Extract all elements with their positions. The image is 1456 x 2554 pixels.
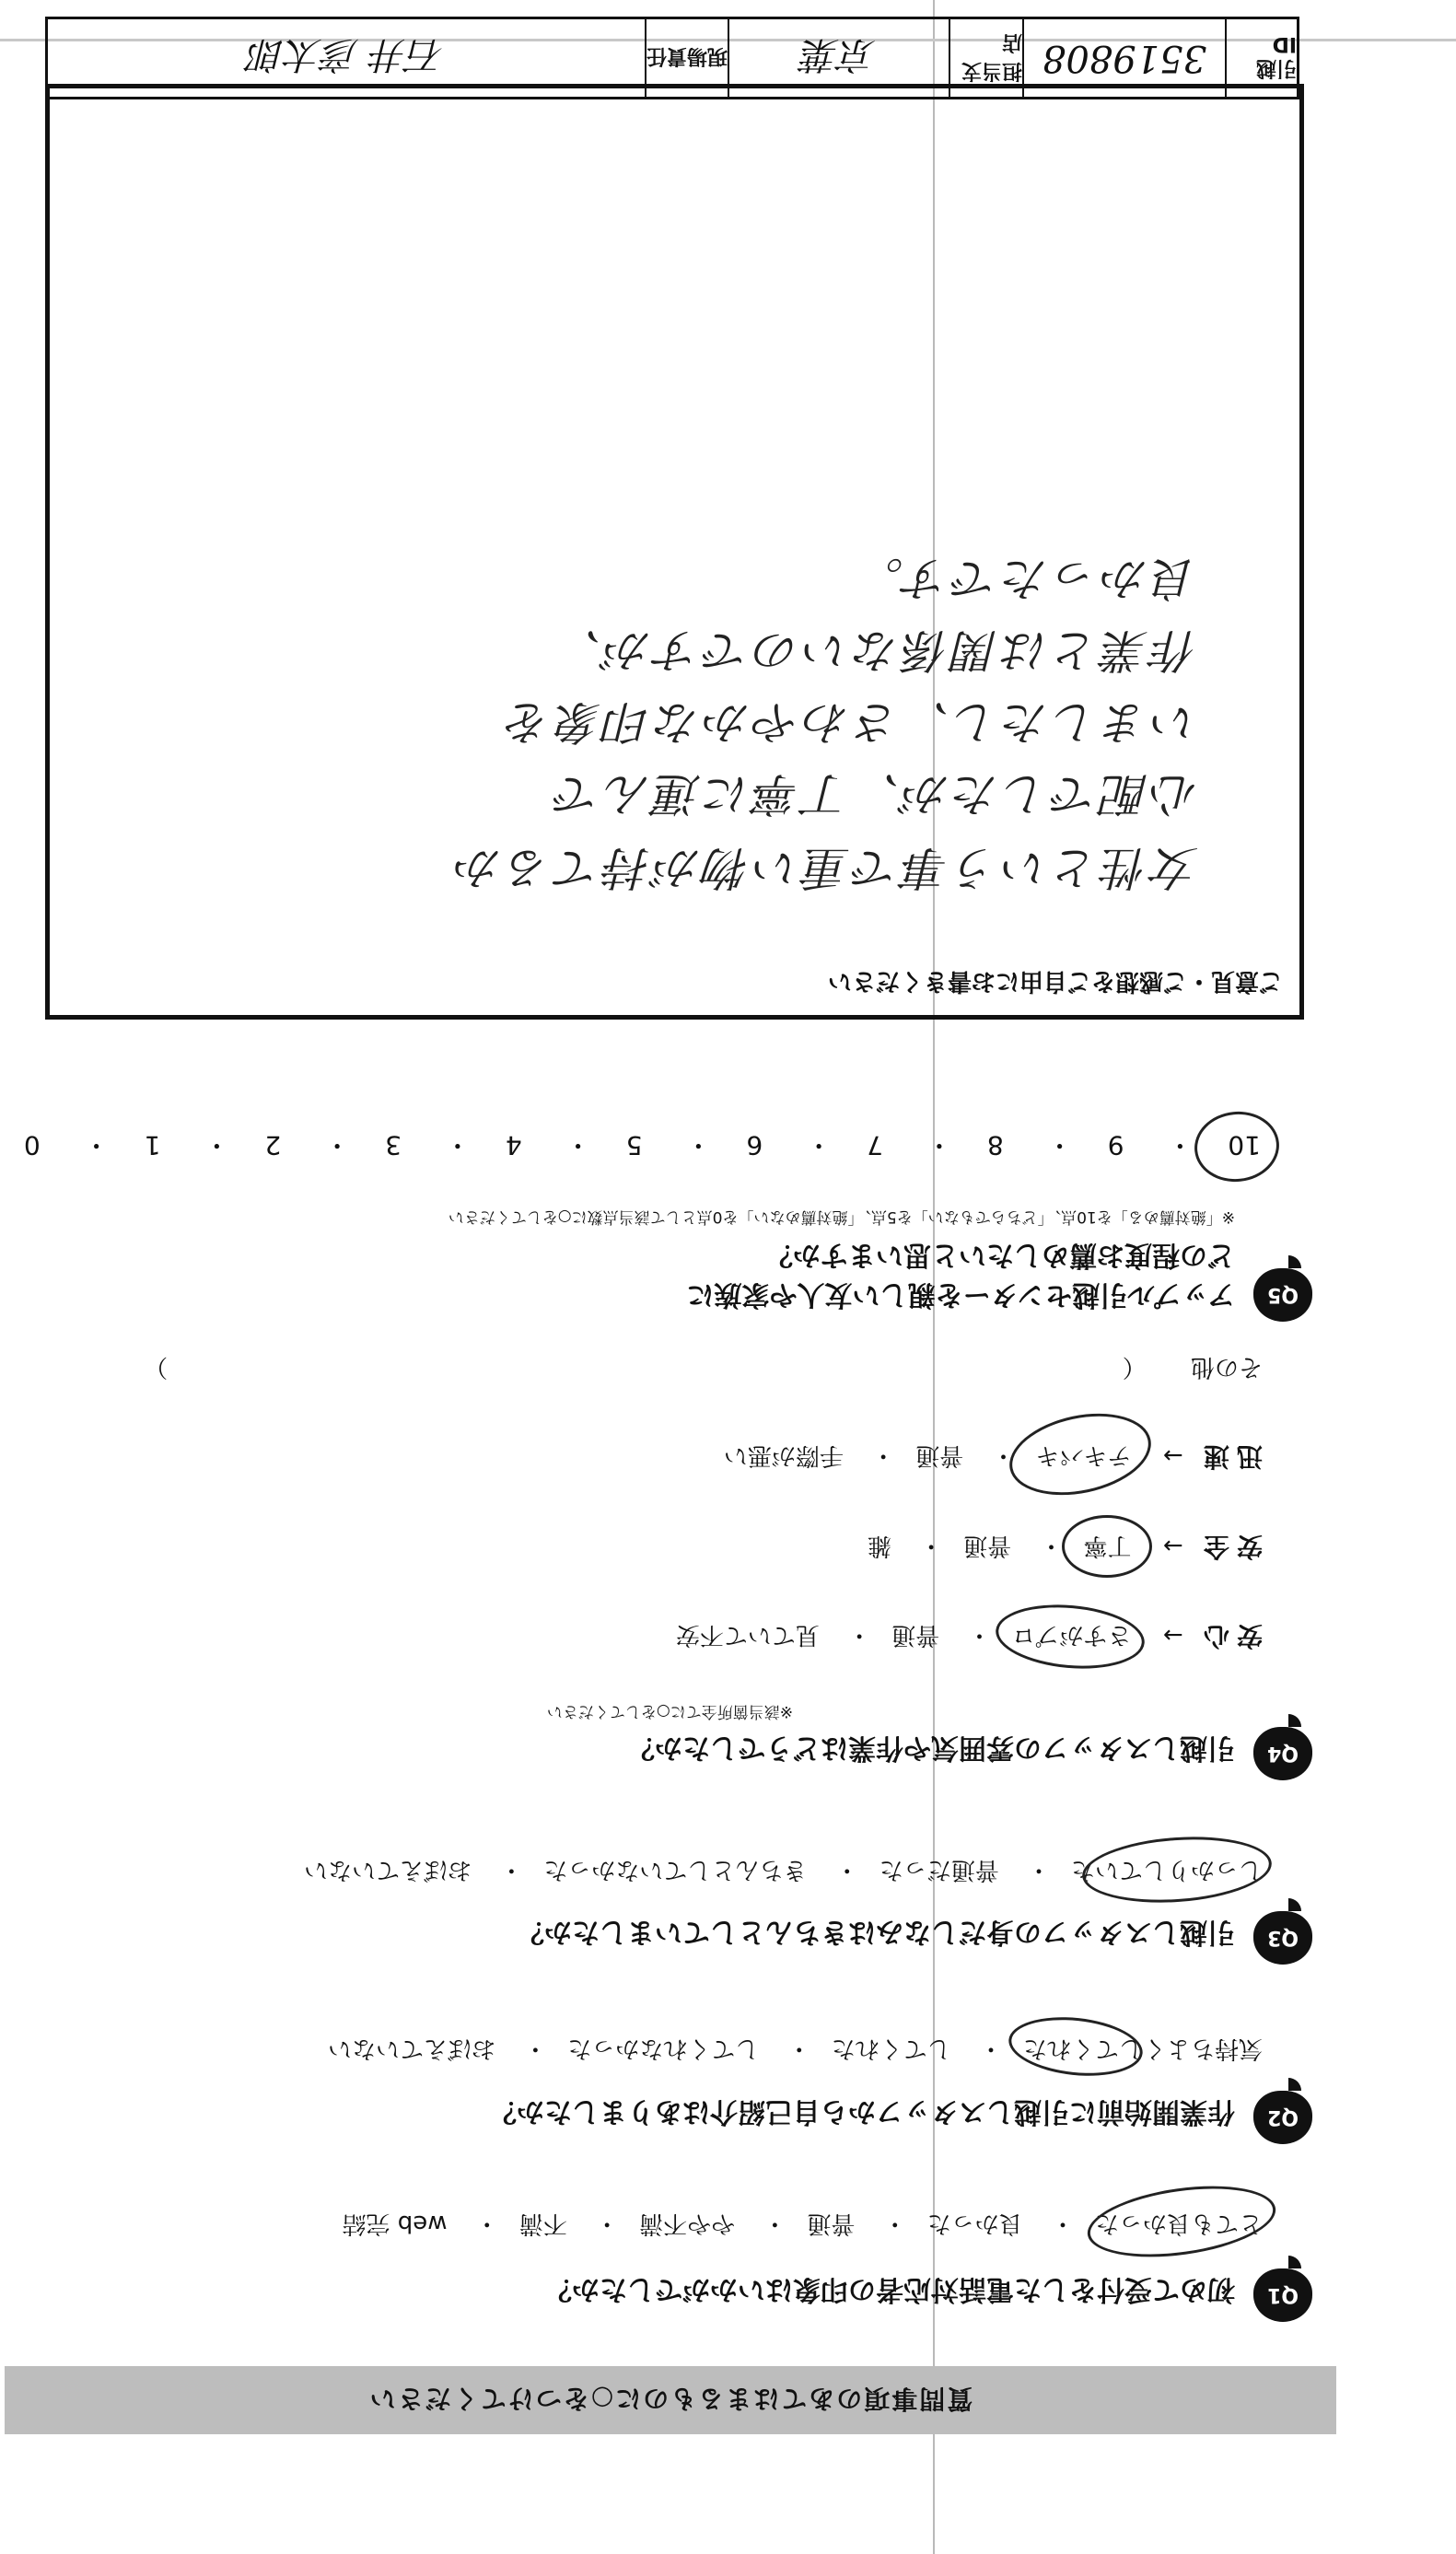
- q3-option[interactable]: おぼえていない: [304, 1856, 472, 1883]
- q4-option[interactable]: 普通: [963, 1532, 1012, 1559]
- q4-anshin-selection-circle: [993, 1599, 1147, 1674]
- q5-score[interactable]: 4: [505, 1130, 522, 1160]
- q4-other-close: ）: [144, 1353, 169, 1381]
- q2-badge-icon: [1253, 2091, 1312, 2144]
- leader-value: 石井 彦太郎: [248, 33, 445, 76]
- branch-label-cell: [949, 19, 1022, 97]
- q5-score[interactable]: 8: [986, 1130, 1004, 1160]
- comment-line: いましたし、さわやかな印象を: [502, 695, 1198, 749]
- q4-option[interactable]: テキパキ: [1035, 1441, 1132, 1469]
- q1-option[interactable]: 不満: [518, 2210, 567, 2237]
- move-id-label-cell: [1225, 19, 1297, 97]
- q2-option[interactable]: してくれた: [831, 2035, 951, 2062]
- q4-option[interactable]: 雑: [867, 1532, 891, 1559]
- q4-option[interactable]: 丁寧: [1083, 1532, 1132, 1559]
- q1-option[interactable]: やや不満: [639, 2210, 736, 2237]
- q4-row-anzen: 安全 → 丁寧・ 普通・ 雑: [868, 1530, 1263, 1567]
- q1-badge-icon: [1253, 2268, 1312, 2322]
- q4-row-label: 安全: [1195, 1532, 1263, 1562]
- leader-value-cell[interactable]: [48, 19, 645, 97]
- branch-value: 京葉: [802, 33, 876, 76]
- q2-badge-label: Q2: [1267, 2105, 1299, 2129]
- q1-option[interactable]: 普通: [807, 2210, 856, 2237]
- comment-title: ご意見・ご感想をご自由にお書きください: [827, 967, 1283, 995]
- q5-score[interactable]: 10: [1228, 1130, 1261, 1160]
- q4-jinsoku-selection-circle: [1002, 1402, 1159, 1508]
- q3-option[interactable]: きちんとしていなかった: [543, 1856, 808, 1883]
- q3-option[interactable]: 普通だった: [879, 1856, 999, 1883]
- comment-box[interactable]: [45, 84, 1304, 1020]
- q3-badge-icon: [1253, 1911, 1312, 1965]
- id-table: [45, 17, 1299, 99]
- q5-score[interactable]: 7: [867, 1130, 883, 1160]
- q1-question: 初めて受付をした電話対応者の印象はいかがでしたか？: [544, 2273, 1235, 2305]
- q1-selection-circle: [1083, 2175, 1280, 2268]
- q3-options: しっかりしていた・ 普通だった・ きちんとしていなかった・ おぼえていない: [304, 1855, 1263, 1889]
- arrow-right-icon: →: [1162, 1532, 1183, 1559]
- q4-badge-label: Q4: [1267, 1742, 1299, 1766]
- instruction-banner: [5, 2366, 1336, 2434]
- q1-option[interactable]: とても良かった: [1094, 2210, 1263, 2237]
- q4-other-label: その他: [1190, 1353, 1263, 1381]
- q4-badge-icon: [1253, 1727, 1312, 1780]
- leader-label-cell: [645, 19, 728, 97]
- q4-other-row: [38, 1352, 1263, 1386]
- q2-option[interactable]: おぼえていない: [328, 2035, 496, 2062]
- q4-row-jinsoku: 迅速 → テキパキ・ 普通・ 手際が悪い: [724, 1440, 1263, 1476]
- comment-line: 作業とは関係ないのですが、: [552, 624, 1198, 677]
- q1-badge-label: Q1: [1267, 2283, 1299, 2307]
- q5-question-line1: アップル引越センターを親しい友人や家族に: [686, 1278, 1235, 1311]
- q4-option[interactable]: 普通: [915, 1441, 964, 1469]
- q2-question: 作業開始前に引越しスタッフから自己紹介はありましたか？: [489, 2095, 1235, 2128]
- q1-option[interactable]: web 完結: [342, 2210, 448, 2237]
- instruction-text: 質問事項のあてはまるものに○をつけてください: [367, 2384, 973, 2414]
- q2-option[interactable]: 気持ちよくしてくれた: [1022, 2035, 1263, 2062]
- comment-line: 良かったです。: [854, 552, 1198, 605]
- q5-question-line2: どの程度お薦めしたいと思いますか？: [765, 1239, 1235, 1271]
- q5-score[interactable]: 0: [23, 1130, 41, 1160]
- arrow-right-icon: →: [1162, 1621, 1183, 1649]
- q4-option[interactable]: 手際が悪い: [723, 1441, 844, 1469]
- q2-selection-circle: [1006, 2012, 1146, 2082]
- move-id-value: 3519808: [1042, 37, 1207, 79]
- q5-scale: 10・ 9・ 8・ 7・ 6・ 5・ 4・ 3・ 2・ 1・ 0: [23, 1130, 1261, 1160]
- q5-score[interactable]: 9: [1107, 1130, 1124, 1160]
- q3-question: 引越しスタッフの身だしなみはきちんとしていましたか？: [517, 1916, 1235, 1948]
- q4-option[interactable]: さすがプロ: [1011, 1621, 1132, 1649]
- comment-line: 心配でしたが、丁寧に運んで: [552, 767, 1198, 821]
- q5-badge-icon: [1253, 1268, 1312, 1322]
- q4-row-anshin: 安心 → さすがプロ・ 普通・ 見ていて不安: [676, 1619, 1263, 1656]
- q3-option[interactable]: しっかりしていた: [1070, 1856, 1263, 1883]
- q5-selection-circle: [1191, 1107, 1282, 1185]
- q5-score[interactable]: 6: [746, 1130, 763, 1160]
- move-id-value-cell[interactable]: [1022, 19, 1225, 97]
- leader-label: 現場責任: [646, 44, 728, 68]
- q1-option[interactable]: 良かった: [926, 2210, 1023, 2237]
- branch-label: 担当支店: [961, 30, 1022, 82]
- q5-score[interactable]: 3: [385, 1130, 402, 1160]
- q4-note: ※該当箇所全てに○をしてください: [546, 1702, 793, 1720]
- q1-options: とても良かった・ 良かった・ 普通・ やや不満・ 不満・ web 完結: [342, 2209, 1263, 2243]
- q4-anzen-selection-circle: [1062, 1515, 1152, 1578]
- q5-note: ※「絶対薦める」を10点、「どちらでもない」を5点、「絶対薦めない」を0点として該当点数に○をしてください: [448, 1207, 1235, 1226]
- q5-score[interactable]: 1: [144, 1130, 161, 1160]
- q4-row-label: 安心: [1195, 1621, 1263, 1651]
- q4-option[interactable]: 見ていて不安: [675, 1621, 820, 1649]
- q5-score[interactable]: 5: [625, 1130, 643, 1160]
- q4-question: 引越しスタッフの雰囲気や作業はどうでしたか？: [627, 1732, 1235, 1764]
- q2-option[interactable]: してくれなかった: [567, 2035, 760, 2062]
- comment-line: 女性という事で重い物が持てるか: [452, 841, 1198, 894]
- q4-row-label: 迅速: [1195, 1441, 1263, 1472]
- q5-badge-label: Q5: [1267, 1283, 1299, 1307]
- branch-value-cell[interactable]: [728, 19, 949, 97]
- q3-selection-circle: [1080, 1831, 1274, 1908]
- q3-badge-label: Q3: [1267, 1926, 1299, 1950]
- q4-option[interactable]: 普通: [891, 1621, 940, 1649]
- q4-other-open: （: [1122, 1353, 1147, 1381]
- q5-score[interactable]: 2: [264, 1130, 282, 1160]
- q2-options: 気持ちよくしてくれた・ してくれた・ してくれなかった・ おぼえていない: [328, 2034, 1263, 2068]
- move-id-label: 引越 ID: [1255, 32, 1297, 79]
- arrow-right-icon: →: [1162, 1441, 1183, 1469]
